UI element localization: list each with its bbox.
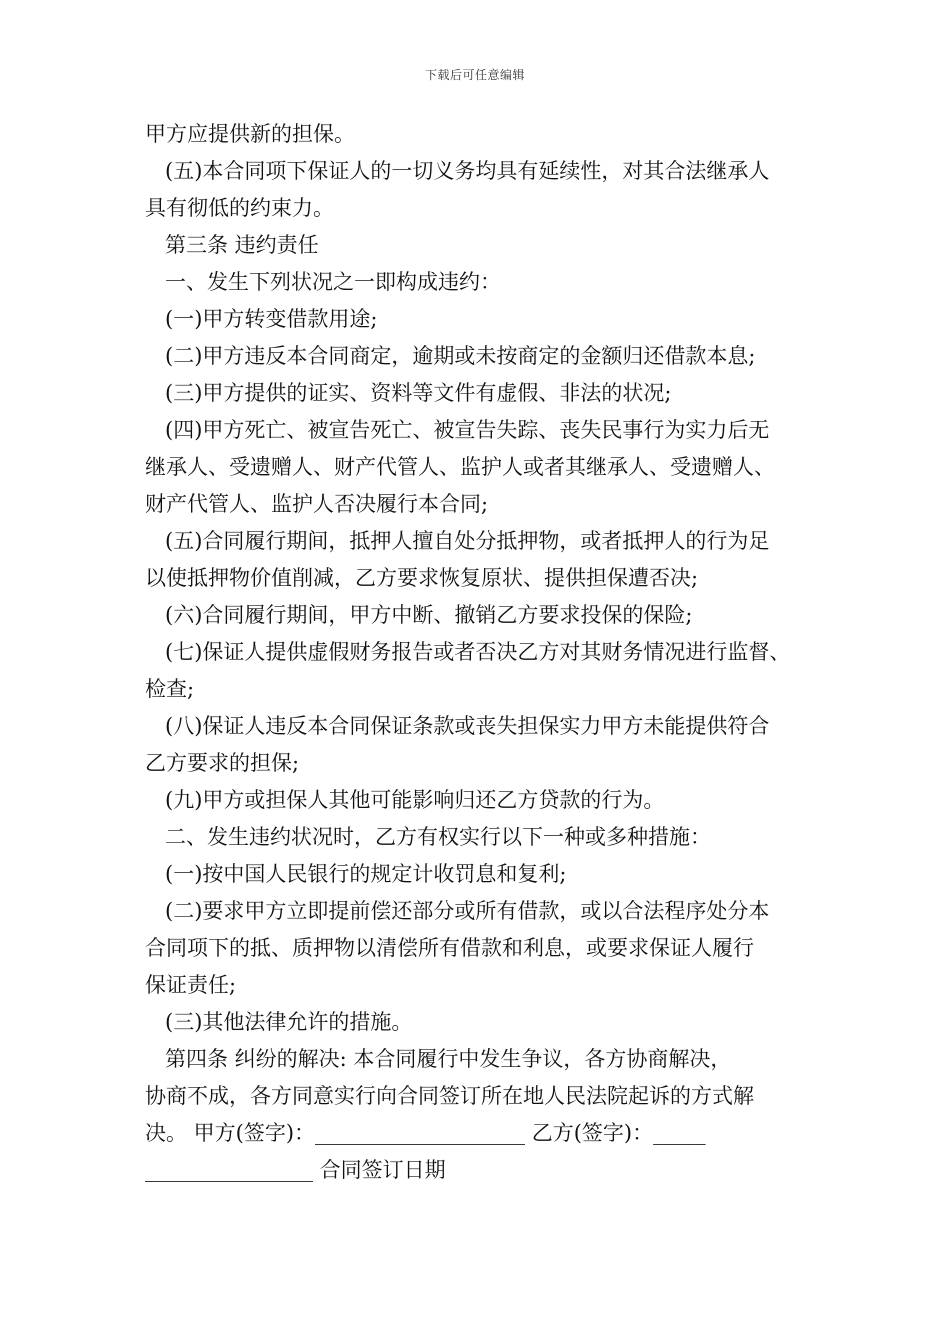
text-line: (七)保证人提供虚假财务报告或者否决乙方对其财务情况进行监督、 [165, 640, 791, 664]
text-line: (六)合同履行期间，甲方中断、撤销乙方要求投保的保险; [165, 603, 693, 627]
text-line: 以使抵押物价值削减，乙方要求恢复原状、提供担保遭否决; [145, 566, 699, 590]
text-line: (八)保证人违反本合同保证条款或丧失担保实力甲方未能提供符合 [165, 714, 770, 738]
text-line: (三)其他法律允许的措施。 [165, 1010, 413, 1034]
section-heading: 第四条 纠纷的解决: 本合同履行中发生争议，各方协商解决， [165, 1047, 732, 1071]
text-line: 协商不成，各方同意实行向合同签订所在地人民法院起诉的方式解 [145, 1084, 754, 1108]
text-line: 甲方应提供新的担保。 [145, 122, 355, 146]
text-line: (二)甲方违反本合同商定，逾期或未按商定的金额归还借款本息; [165, 344, 756, 368]
text-line: 合同项下的抵、质押物以清偿所有借款和利息，或要求保证人履行 [145, 936, 754, 960]
page-header: 下载后可任意编辑 [424, 68, 525, 82]
text-line: (五)合同履行期间，抵押人擅自处分抵押物，或者抵押人的行为足 [165, 529, 770, 553]
text-line: 继承人、受遗赠人、财产代管人、监护人或者其继承人、受遗赠人、 [145, 455, 775, 479]
section-heading: 第三条 违约责任 [165, 233, 319, 257]
text-line: (四)甲方死亡、被宣告死亡、被宣告失踪、丧失民事行为实力后无 [165, 418, 770, 442]
text-line: (三)甲方提供的证实、资料等文件有虚假、非法的状况; [165, 381, 672, 405]
text-line: 一、发生下列状况之一即构成违约： [165, 270, 501, 294]
text-line: (一)甲方转变借款用途; [165, 307, 378, 331]
signature-date-line: ________________ 合同签订日期 [145, 1158, 446, 1182]
signature-line: 决。 甲方(签字)：____________________ 乙方(签字)：_____ [145, 1121, 706, 1145]
text-line: 具有彻低的约束力。 [145, 196, 334, 220]
text-line: 财产代管人、监护人否决履行本合同; [145, 492, 489, 516]
document-body [145, 116, 825, 1189]
text-line: (二)要求甲方立即提前偿还部分或所有借款，或以合法程序处分本 [165, 899, 770, 923]
text-line: 保证责任; [145, 973, 237, 997]
text-line: (一)按中国人民银行的规定计收罚息和复利; [165, 862, 567, 886]
text-line: 乙方要求的担保; [145, 751, 300, 775]
text-line: 检查; [145, 677, 195, 701]
text-line: (九)甲方或担保人其他可能影响归还乙方贷款的行为。 [165, 788, 665, 812]
text-line: (五)本合同项下保证人的一切义务均具有延续性，对其合法继承人 [165, 159, 770, 183]
text-line: 二、发生违约状况时，乙方有权实行以下一种或多种措施： [165, 825, 711, 849]
